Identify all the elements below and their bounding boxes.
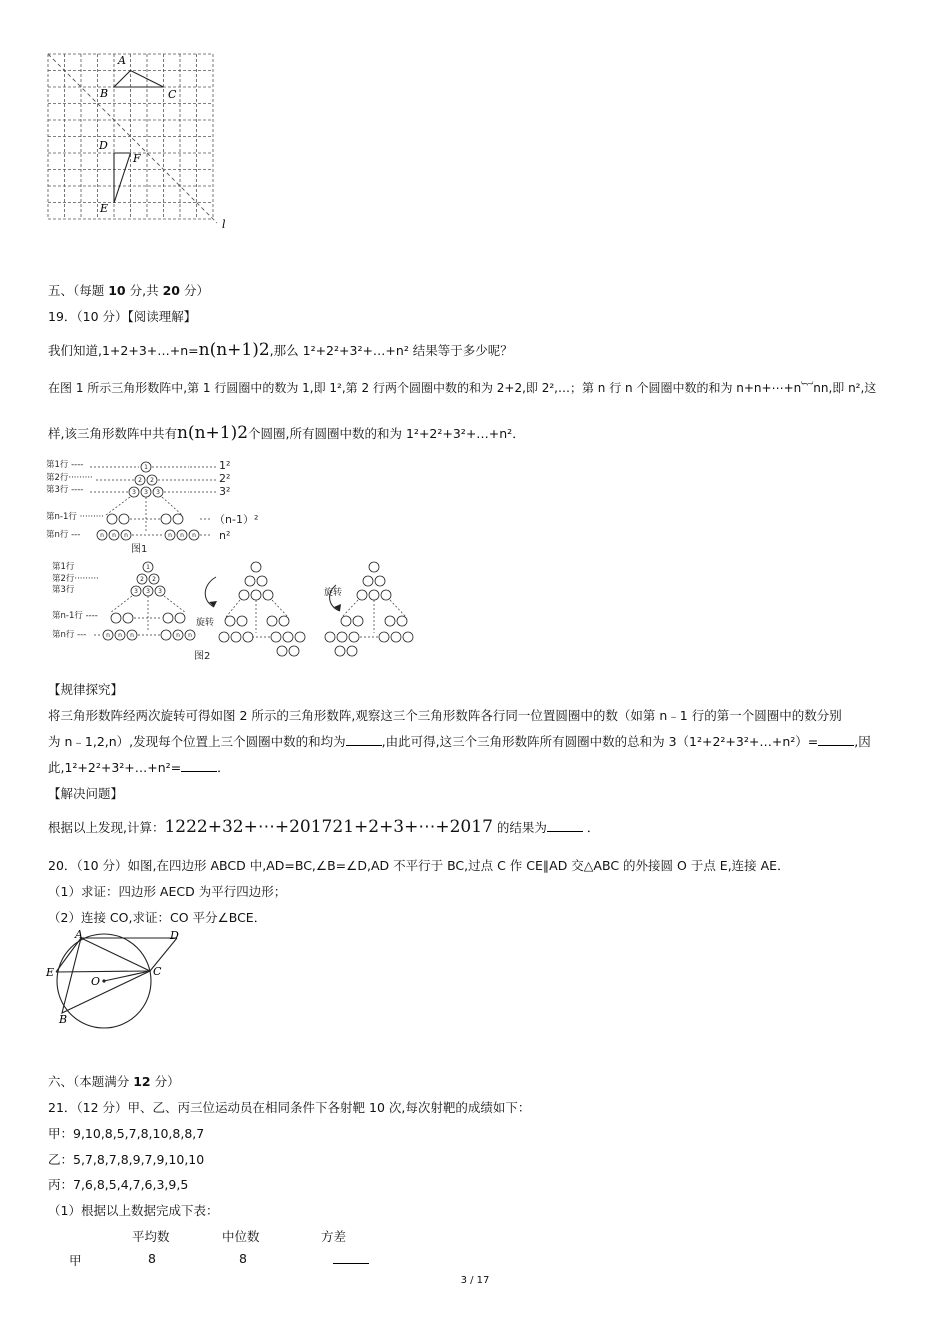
page-number: 3 / 17 bbox=[460, 1275, 490, 1286]
fig2-caption: 图2 bbox=[194, 651, 211, 662]
svg-text:n: n bbox=[100, 532, 104, 539]
section-5-title: 五、（每题 10 分,共 20 分） bbox=[48, 283, 209, 298]
table-row-median: 8 bbox=[239, 1251, 247, 1266]
fig2-rown-label: 第n行 --- bbox=[52, 630, 87, 640]
solve-line: 根据以上发现,计算：1222+32+⋯+201721+2+3+⋯+2017 的结果为 ． bbox=[48, 817, 600, 837]
q19-line2: 在图 1 所示三角形数阵中,第 1 行圆圈中的数为 1,即 1²,第 2 行两个圆圈中数的和为 2+2,即 2²,…；第 n 行 n 个圆圈中数的和为 n+n+⋯+n︸nn,即 n²,这 bbox=[48, 381, 877, 395]
grid-figure bbox=[40, 48, 240, 233]
q21-jia: 甲：9,10,8,5,7,8,10,8,8,7 bbox=[48, 1126, 205, 1141]
svg-text:2: 2 bbox=[150, 477, 154, 484]
q20-label-d: D bbox=[170, 929, 179, 942]
fig2-rown1-label: 第n-1行 ---- bbox=[52, 611, 98, 621]
table-row-mean: 8 bbox=[148, 1251, 156, 1266]
q19-line1: 我们知道,1+2+3+…+n=n(n+1)2,那么 1²+2²+3²+…+n² 结果等于多少呢？ bbox=[48, 340, 513, 360]
svg-text:3: 3 bbox=[146, 588, 150, 595]
table-header-variance: 方差 bbox=[321, 1229, 347, 1244]
fig2-rotate-label-1: 旋转 bbox=[196, 618, 215, 628]
q21-yi: 乙：5,7,8,7,8,9,7,9,10,10 bbox=[48, 1152, 205, 1167]
svg-text:1: 1 bbox=[146, 564, 150, 571]
label-d: D bbox=[99, 139, 108, 152]
svg-text:2: 2 bbox=[152, 576, 156, 583]
svg-text:2: 2 bbox=[138, 477, 142, 484]
explore-line2: 为 n﹣1,2,n）,发现每个位置上三个圆圈中数的和均为 ,由此可得,这三个三角形数阵所有圆圈中数的总和为 3（1²+2²+3²+…+n²）= ,因 bbox=[48, 734, 871, 749]
q20-label-e: E bbox=[46, 966, 55, 979]
blank-square-sum[interactable] bbox=[181, 759, 217, 772]
label-b: B bbox=[100, 87, 109, 100]
svg-text:3: 3 bbox=[156, 489, 160, 496]
figure-2 bbox=[44, 555, 424, 665]
section-6-title: 六、（本题满分 12 分） bbox=[48, 1074, 180, 1089]
q19-line3: 样,该三角形数阵中共有n(n+1)2个圆圈,所有圆圈中数的和为 1²+2²+3²+…+n²． bbox=[48, 423, 525, 443]
fig2-row1-label: 第1行 bbox=[52, 562, 75, 572]
solve-head: 【解决问题】 bbox=[48, 786, 124, 801]
q20-label-o: O bbox=[91, 975, 101, 988]
svg-text:3: 3 bbox=[144, 489, 148, 496]
label-c: C bbox=[168, 88, 177, 101]
svg-text:n: n bbox=[176, 632, 180, 639]
blank-variance[interactable] bbox=[333, 1251, 369, 1264]
svg-text:3: 3 bbox=[132, 489, 136, 496]
fig1-row2-label: 第2行········· bbox=[46, 473, 93, 483]
q19-head: 19．（10 分）【阅读理解】 bbox=[48, 309, 197, 324]
q20-label-a: A bbox=[75, 928, 83, 941]
q20-figure bbox=[42, 928, 192, 1030]
label-l: l bbox=[222, 218, 226, 231]
figure-1 bbox=[44, 453, 284, 555]
fig1-rown1-label: 第n-1行 ········· bbox=[46, 512, 104, 522]
q20-part2: （2）连接 CO,求证：CO 平分∠BCE． bbox=[48, 910, 267, 925]
q21-part1: （1）根据以上数据完成下表： bbox=[48, 1203, 219, 1218]
fig2-rotate-label-2: 旋转 bbox=[324, 588, 343, 598]
blank-sum[interactable] bbox=[346, 733, 382, 746]
label-e: E bbox=[100, 202, 109, 215]
fig1-right-n: n² bbox=[219, 529, 231, 542]
fig1-row3-label: 第3行 ---- bbox=[46, 485, 84, 495]
table-header-median: 中位数 bbox=[222, 1229, 260, 1244]
formula-count: n(n+1)2 bbox=[176, 423, 249, 443]
svg-text:3: 3 bbox=[134, 588, 138, 595]
explore-line3: 此,1²+2²+3²+…+n²= ． bbox=[48, 760, 230, 775]
svg-text:n: n bbox=[118, 632, 122, 639]
q20-part1: （1）求证：四边形 AECD 为平行四边形； bbox=[48, 884, 287, 899]
svg-text:n: n bbox=[192, 532, 196, 539]
explore-head: 【规律探究】 bbox=[48, 682, 124, 697]
table-header-mean: 平均数 bbox=[132, 1229, 170, 1244]
svg-text:n: n bbox=[168, 532, 172, 539]
blank-total[interactable] bbox=[818, 733, 854, 746]
q20-label-c: C bbox=[153, 965, 162, 978]
label-f: F bbox=[133, 152, 141, 165]
fig1-right-2: 2² bbox=[219, 472, 231, 485]
svg-text:n: n bbox=[188, 632, 192, 639]
svg-text:n: n bbox=[180, 532, 184, 539]
explore-line1: 将三角形数阵经两次旋转可得如图 2 所示的三角形数阵,观察这三个三角形数阵各行同一位置圆圈中的数（如第 n﹣1 行的第一个圆圈中的数分别 bbox=[48, 708, 842, 723]
formula-compute: 1222+32+⋯+201721+2+3+⋯+2017 bbox=[164, 817, 493, 837]
svg-text:n: n bbox=[124, 532, 128, 539]
fig2-row3-label: 第3行 bbox=[52, 585, 75, 595]
q20-label-b: B bbox=[59, 1013, 68, 1026]
fig1-caption: 图1 bbox=[131, 544, 148, 555]
svg-text:n: n bbox=[130, 632, 134, 639]
fig1-right-1: 1² bbox=[219, 459, 231, 472]
fig1-right-3: 3² bbox=[219, 485, 231, 498]
fig1-right-n1: （n-1）² bbox=[214, 513, 259, 526]
fig1-row1-label: 第1行 ---- bbox=[46, 460, 84, 470]
svg-text:2: 2 bbox=[140, 576, 144, 583]
fig2-row2-label: 第2行········· bbox=[52, 574, 99, 584]
svg-text:3: 3 bbox=[158, 588, 162, 595]
q21-bing: 丙：7,6,8,5,4,7,6,3,9,5 bbox=[48, 1177, 189, 1192]
table-row-name: 甲 bbox=[69, 1253, 82, 1268]
q21-head: 21．（12 分）甲、乙、丙三位运动员在相同条件下各射靶 10 次,每次射靶的成绩如下： bbox=[48, 1100, 531, 1115]
svg-text:n: n bbox=[106, 632, 110, 639]
formula-sum: n(n+1)2 bbox=[198, 340, 270, 360]
svg-text:n: n bbox=[112, 532, 116, 539]
fig1-rown-label: 第n行 --- bbox=[46, 530, 81, 540]
svg-text:1: 1 bbox=[144, 464, 148, 471]
blank-result[interactable] bbox=[547, 819, 583, 832]
q20-head: 20．（10 分）如图,在四边形 ABCD 中,AD=BC,∠B=∠D,AD 不平行于 BC,过点 C 作 CE∥AD 交△ABC 的外接圆 O 于点 E,连接 AE． bbox=[48, 858, 790, 873]
label-a: A bbox=[118, 54, 126, 67]
